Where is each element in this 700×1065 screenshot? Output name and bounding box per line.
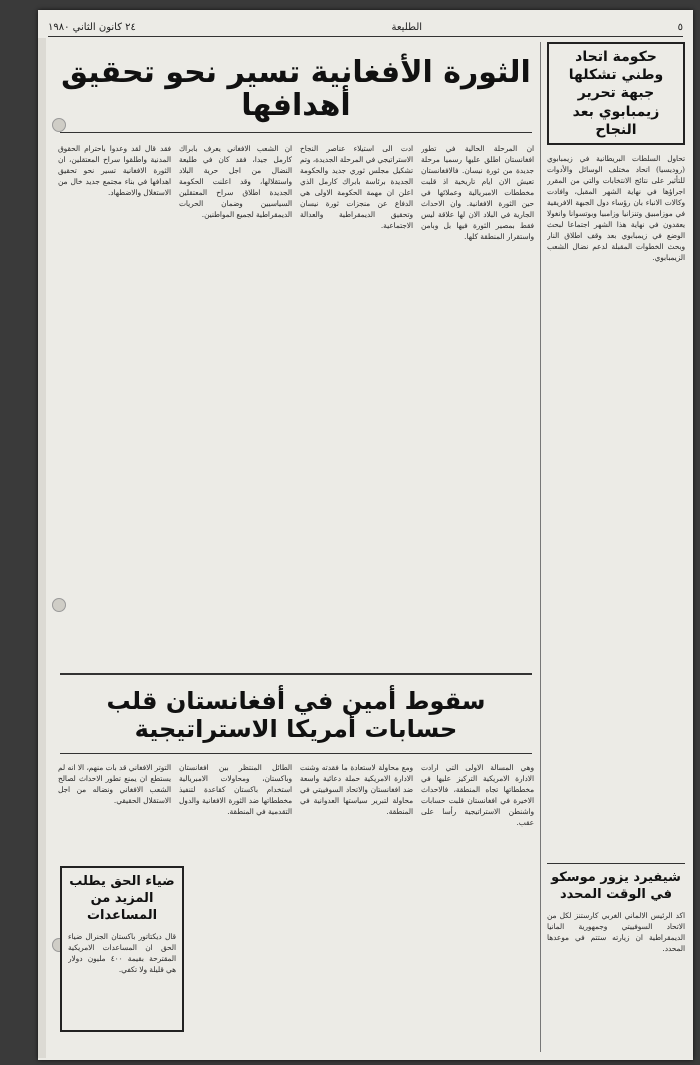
newspaper-page: [38, 10, 693, 1060]
inset-box: [60, 866, 184, 1032]
sidebar-article-text: تحاول السلطات البريطانية في زيمبابوي (روديسيا) اتحاد مختلف الوسائل والأدوات للتأثير على نتائج الانتخابات والتي من المقرر اجراؤها في نهاية الشهر المقبل، وافادت وكالات الانباء بان رؤساء دول الجبهة الافريقية في موزامبيق وتنزانيا وزامبيا وبوتسوانا وانغولا يعقدون في نهاية هذا الشهر اجتماعا لبحث الوضع في زيمبابوي بعد وقف اطلاق النار وبحث الخطوات المقبلة لدعم نضال الشعب الزيمبابوي.: [547, 153, 685, 262]
sidebar-second-headline: شيفيرد يزور موسكو في الوقت المحدد: [551, 869, 681, 902]
sidebar-second-text: اكد الرئيس الالماني الغربي كارستنز لكل من الاتحاد السوفييتي وجمهورية المانيا الديمقراطية ان زيارته ستتم في موعدها المحدد.: [547, 910, 685, 953]
page-margin: [38, 38, 46, 1058]
article2-col: ومع محاولة لاستعادة ما فقدته وشنت الادارة الامريكية حملة دعائية واسعة ضد افغانستان والاتحاد السوفييتي في محاولة لتبرير سياستها العدوانية في المنطقة.: [300, 763, 413, 816]
main-column: [52, 42, 541, 1052]
article2-col: وهي المسالة الاولى التي ارادت الادارة الامريكية التركيز عليها في مخططاتها تجاه المنطقة، فالاحداث الاخيرة في افغانستان قلبت حسابات واشنطن الاستراتيجية رأسا على عقب.: [421, 763, 534, 827]
inset-headline: ضياء الحق يطلب المزيد من المساعدات: [69, 874, 175, 923]
article2-headline: سقوط أمين في أفغانستان قلب حسابات أمريكا الاستراتيجية: [60, 673, 532, 754]
issue-date: ٢٤ كانون الثاني ١٩٨٠: [48, 21, 136, 33]
article1-col: فقد قال لقد وعدوا باحترام الحقوق المدنية واطلقوا سراح المعتقلين، ان الثورة الافغانية تسير نحو تحقيق اهدافها في بناء مجتمع جديد خال من الاستغلال والاضطهاد.: [58, 144, 171, 197]
article1-col: ادت الى استيلاء عناصر النجاح الاستراتيجي في المرحلة الجديدة، وتم تشكيل مجلس ثوري جديد والحكومة الجديدة برئاسة بابراك كارمل الذي اعلن ان مهمة الحكومة الاولى هي الدفاع عن منجزات ثورة نيسان وتحقيق الديمقراطية والعدالة الاجتماعية.: [300, 144, 413, 230]
article1-col: ان الشعب الافغاني يعرف بابراك كارمل جيدا، فقد كان في طليعة النضال من اجل حرية البلاد واستقلالها، وقد اعلنت الحكومة الجديدة اطلاق سراح المعتقلين السياسيين وضمان الحريات الديمقراطية لجميع المواطنين.: [179, 144, 292, 219]
sidebar-second-article: [547, 863, 685, 1030]
article1-headline: الثورة الأفغانية تسير نحو تحقيق أهدافها: [60, 56, 532, 133]
inset-text: قال ديكتاتور باكستان الجنرال ضياء الحق ان المساعدات الامريكية المقترحة بقيمة ٤٠٠ مليون دولار هي قليلة ولا تكفي.: [68, 931, 176, 974]
article2-col: التوتر الافغاني قد بات منهم، الا انه لم يستطع ان يمنع تطور الاحداث لصالح الشعب الافغاني ونضاله من اجل الاستقلال الحقيقي.: [58, 763, 171, 805]
article2-col: الطائل المنتظر بين افغانستان وباكستان، ومحاولات الامبريالية استخدام باكستان كقاعدة لتنفيذ مخططاتها ضد الثورة الافغانية والدول التقدمية في المنطقة.: [179, 763, 292, 816]
article1-col: ان المرحلة الحالية في تطور افغانستان اطلق عليها رسميا مرحلة جديدة من ثورة نيسان. فالافغانستان تعيش الان ايام تاريخية اذ قلبت مخططات الامبريالية وعملائها في حين الثورة الافغانية. وان الاحداث الجارية في البلاد الان لها علاقة ليس فقط بمصير الثورة فيها بل وبامن واستقرار المنطقة كلها.: [421, 144, 534, 241]
article1-body: [52, 143, 540, 663]
page-number: ٥: [677, 21, 683, 33]
page-header: [48, 18, 683, 37]
sidebar-headline: حكومة اتحاد وطني تشكلها جبهة تحرير زيمبابوي بعد النجاح: [568, 49, 664, 138]
sidebar-column: [547, 42, 685, 1052]
sidebar-headline-box: [547, 42, 685, 145]
section-name: الطليعة: [391, 21, 423, 33]
